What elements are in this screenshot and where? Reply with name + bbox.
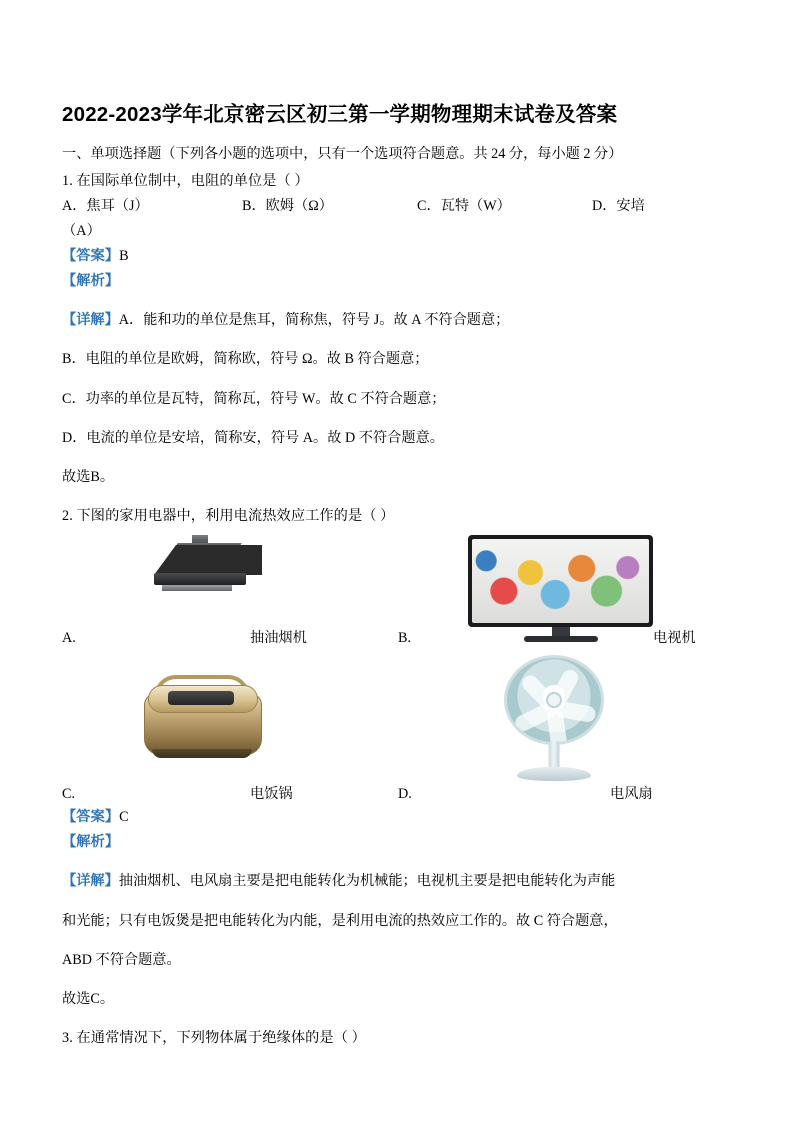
question-2-detail-text-1: 抽油烟机、电风扇主要是把电能转化为机械能；电视机主要是把电能转化为声能 [118,873,616,890]
question-2-option-b-caption: 电视机 [653,630,696,647]
detail-tag: 【详解】 [62,873,119,890]
question-2-option-b [398,627,734,649]
electric-fan-image [498,655,610,783]
section-heading: 一、单项选择题（下列各小题的选项中，只有一个选项符合题意。共 24 分，每小题 2 分） [62,146,623,162]
analysis-tag: 【解析】 [62,834,120,851]
question-3-stem [62,1026,734,1051]
answer-tag: 【答案】 [62,809,120,826]
question-1-stem [62,169,734,194]
question-2-detail-line-3: ABD 不符合题意。 [62,951,181,968]
question-1-detail-line-2: B．电阻的单位是欧姆，简称欧，符号 Ω。故 B 符合题意； [62,351,429,368]
question-2-image-cell-b [398,535,734,627]
question-2-option-d-caption: 电风扇 [610,786,653,803]
question-2-option-d [398,783,734,805]
question-1-option-c: C．瓦特（W） [417,198,511,214]
question-1-analysis-tag [62,269,734,294]
question-2-option-a-letter: A. [62,630,76,647]
question-2-option-c-letter: C. [62,786,76,803]
question-2-image-row-1 [62,535,734,627]
question-1-detail-line-1 [62,308,734,333]
question-2-stem [62,504,734,529]
question-3-text: 在通常情况下，下列物体属于绝缘体的是（ ） [76,1030,366,1047]
question-1-detail-line-4: D．电流的单位是安培，简称安，符号 A。故 D 不符合题意。 [62,429,444,446]
question-2-conclusion: 故选C。 [62,990,115,1007]
question-2-label-row-1 [62,627,734,649]
question-1-option-d: D．安培 [592,198,645,214]
question-2-detail-line-2: 和光能；只有电饭煲是把电能转化为内能，是利用电流的热效应工作的。故 C 符合题意， [62,912,618,929]
question-2-image-cell-a [62,535,398,627]
question-1-option-a: A．焦耳（J） [62,198,149,214]
analysis-tag: 【解析】 [62,273,120,289]
question-1-option-d-cont: （A） [62,223,101,239]
question-1-option-b: B．欧姆（Ω） [242,198,333,214]
question-1-detail-line-3: C．功率的单位是瓦特，简称瓦，符号 W。故 C 不符合题意； [62,390,446,407]
rice-cooker-image [138,671,266,763]
question-2-image-cell-d [398,655,734,783]
question-1-conclusion: 故选B。 [62,468,115,485]
question-1-answer [62,244,734,269]
question-2-option-a-caption: 抽油烟机 [250,630,307,647]
page-title: 2022-2023学年北京密云区初三第一学期物理期末试卷及答案 [62,103,618,126]
question-2-detail-line-1 [62,869,734,894]
question-2-text: 下图的家用电器中，利用电流热效应工作的是（ ） [76,508,395,525]
question-2-image-cell-c [62,655,398,783]
question-2-option-d-letter: D. [398,786,412,803]
question-2-number: 2. [62,508,73,525]
question-1-answer-value: B [119,248,129,264]
question-1-text: 在国际单位制中，电阻的单位是（ ） [76,173,309,189]
answer-tag: 【答案】 [62,248,120,264]
question-1-detail-text-1: A．能和功的单位是焦耳，简称焦，符号 J。故 A 不符合题意； [118,312,510,329]
question-2-answer [62,805,734,830]
question-2-option-a [62,627,398,649]
question-2-option-b-letter: B. [398,630,412,647]
question-1-options [62,194,734,219]
question-1-number: 1. [62,173,73,189]
question-2-label-row-2 [62,783,734,805]
range-hood-image [146,535,266,605]
question-2-answer-value: C [119,809,129,826]
question-2-analysis-tag [62,830,734,855]
question-2-image-row-2 [62,655,734,783]
detail-tag: 【详解】 [62,312,119,329]
question-2-option-c-caption: 电饭锅 [250,786,293,803]
question-3-number: 3. [62,1030,73,1047]
question-2-option-c [62,783,398,805]
